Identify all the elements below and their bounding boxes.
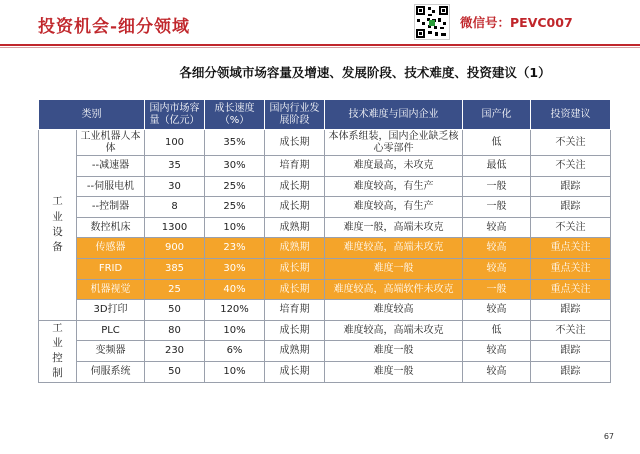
- market-table: [38, 99, 611, 383]
- table-row: [39, 176, 611, 197]
- table-row: [39, 300, 611, 321]
- cell-localization: 一般: [463, 197, 531, 218]
- col-header-localization: 国产化: [463, 100, 531, 130]
- wechat-id: 微信号：PEVC007: [460, 15, 573, 30]
- cell-category: 机器视觉: [77, 279, 145, 300]
- table-row: [39, 130, 611, 156]
- page-header-title: 投资机会-细分领域: [38, 17, 191, 37]
- cell-market: 1300: [145, 217, 205, 238]
- table-row: [39, 197, 611, 218]
- cell-growth: 10%: [205, 362, 265, 383]
- table-row: [39, 279, 611, 300]
- col-header-market: 国内市场容量（亿元）: [145, 100, 205, 130]
- cell-growth: 23%: [205, 238, 265, 259]
- cell-stage: 成长期: [265, 362, 325, 383]
- cell-localization: 较高: [463, 217, 531, 238]
- cell-stage: 成长期: [265, 130, 325, 156]
- cell-advice: 跟踪: [531, 341, 611, 362]
- group-label: [39, 320, 77, 382]
- cell-growth: 35%: [205, 130, 265, 156]
- cell-advice: 跟踪: [531, 197, 611, 218]
- cell-advice: 重点关注: [531, 279, 611, 300]
- page-number: 67: [603, 432, 614, 441]
- cell-stage: 培育期: [265, 300, 325, 321]
- cell-tech: 难度一般，高端未攻克: [325, 217, 463, 238]
- qr-code-icon: [414, 4, 450, 40]
- col-header-category: 类别: [39, 100, 145, 130]
- cell-market: 35: [145, 156, 205, 177]
- cell-growth: 25%: [205, 197, 265, 218]
- cell-tech: 难度较高，高端未攻克: [325, 320, 463, 341]
- cell-stage: 成熟期: [265, 238, 325, 259]
- cell-localization: 较高: [463, 362, 531, 383]
- cell-localization: 最低: [463, 156, 531, 177]
- cell-advice: 重点关注: [531, 238, 611, 259]
- cell-stage: 成长期: [265, 279, 325, 300]
- table-row: [39, 238, 611, 259]
- cell-tech: 难度一般: [325, 362, 463, 383]
- cell-growth: 10%: [205, 217, 265, 238]
- cell-tech: 难度较高，高端未攻克: [325, 238, 463, 259]
- cell-advice: 跟踪: [531, 176, 611, 197]
- col-header-tech: 技术难度与国内企业: [325, 100, 463, 130]
- cell-localization: 较高: [463, 300, 531, 321]
- cell-category: 数控机床: [77, 217, 145, 238]
- cell-growth: 30%: [205, 258, 265, 279]
- cell-advice: 重点关注: [531, 258, 611, 279]
- cell-market: 50: [145, 300, 205, 321]
- cell-stage: 成长期: [265, 197, 325, 218]
- cell-category: 伺服系统: [77, 362, 145, 383]
- cell-advice: 不关注: [531, 217, 611, 238]
- cell-market: 30: [145, 176, 205, 197]
- cell-growth: 25%: [205, 176, 265, 197]
- cell-stage: 成熟期: [265, 341, 325, 362]
- cell-localization: 一般: [463, 176, 531, 197]
- cell-growth: 6%: [205, 341, 265, 362]
- table-body: [39, 130, 611, 383]
- cell-advice: 不关注: [531, 320, 611, 341]
- group-label: [39, 130, 77, 321]
- group-label-text: 工业设备: [52, 195, 63, 254]
- cell-market: 900: [145, 238, 205, 259]
- col-header-advice: 投资建议: [531, 100, 611, 130]
- cell-tech: 难度较高: [325, 300, 463, 321]
- cell-localization: 低: [463, 320, 531, 341]
- table-row: [39, 362, 611, 383]
- cell-category: 变频器: [77, 341, 145, 362]
- cell-tech: 难度一般: [325, 341, 463, 362]
- table-row: [39, 341, 611, 362]
- cell-stage: 成长期: [265, 320, 325, 341]
- cell-stage: 培育期: [265, 156, 325, 177]
- cell-localization: 低: [463, 130, 531, 156]
- cell-advice: 不关注: [531, 130, 611, 156]
- cell-localization: 较高: [463, 258, 531, 279]
- cell-tech: 难度一般: [325, 258, 463, 279]
- cell-growth: 120%: [205, 300, 265, 321]
- cell-advice: 跟踪: [531, 362, 611, 383]
- cell-market: 100: [145, 130, 205, 156]
- cell-stage: 成长期: [265, 258, 325, 279]
- cell-category: PLC: [77, 320, 145, 341]
- cell-market: 230: [145, 341, 205, 362]
- cell-tech: 难度最高，未攻克: [325, 156, 463, 177]
- cell-localization: 较高: [463, 238, 531, 259]
- cell-growth: 10%: [205, 320, 265, 341]
- col-header-stage: 国内行业发展阶段: [265, 100, 325, 130]
- cell-market: 25: [145, 279, 205, 300]
- cell-category: 3D打印: [77, 300, 145, 321]
- cell-category: --伺服电机: [77, 176, 145, 197]
- cell-category: --减速器: [77, 156, 145, 177]
- cell-market: 80: [145, 320, 205, 341]
- cell-advice: 不关注: [531, 156, 611, 177]
- cell-tech: 本体系组装，国内企业缺乏核心零部件: [325, 130, 463, 156]
- table-row: [39, 217, 611, 238]
- group-label-text: 工业控制: [52, 321, 63, 380]
- col-header-growth: 成长速度（%）: [205, 100, 265, 130]
- table-row: [39, 320, 611, 341]
- cell-localization: 较高: [463, 341, 531, 362]
- cell-stage: 成长期: [265, 176, 325, 197]
- table-row: [39, 258, 611, 279]
- cell-tech: 难度较高，有生产: [325, 197, 463, 218]
- header-divider-thin: [0, 47, 640, 48]
- cell-stage: 成熟期: [265, 217, 325, 238]
- cell-market: 385: [145, 258, 205, 279]
- cell-category: FRID: [77, 258, 145, 279]
- table-header-row: [39, 100, 611, 130]
- cell-category: 工业机器人本体: [77, 130, 145, 156]
- cell-advice: 跟踪: [531, 300, 611, 321]
- cell-category: 传感器: [77, 238, 145, 259]
- table-title: 各细分领域市场容量及增速、发展阶段、技术难度、投资建议（1）: [179, 65, 551, 80]
- cell-market: 8: [145, 197, 205, 218]
- cell-growth: 40%: [205, 279, 265, 300]
- cell-market: 50: [145, 362, 205, 383]
- cell-category: --控制器: [77, 197, 145, 218]
- cell-tech: 难度较高，高端软件未攻克: [325, 279, 463, 300]
- cell-tech: 难度较高，有生产: [325, 176, 463, 197]
- table-row: [39, 156, 611, 177]
- header-divider: [0, 44, 640, 46]
- cell-growth: 30%: [205, 156, 265, 177]
- cell-localization: 一般: [463, 279, 531, 300]
